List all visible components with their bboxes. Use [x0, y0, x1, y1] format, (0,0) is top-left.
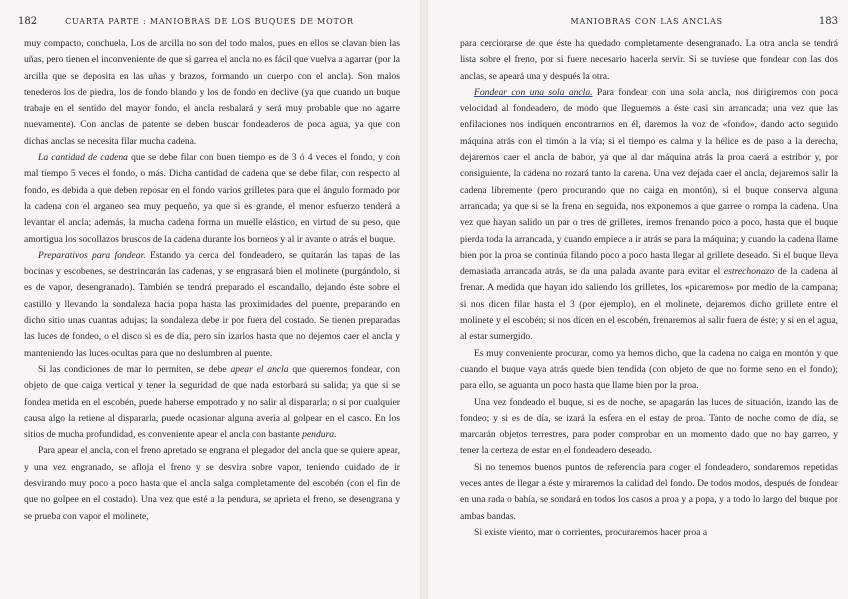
paragraph — [460, 346, 838, 395]
paragraph — [460, 85, 838, 346]
italic-run: Fondear con una sola ancla. — [474, 86, 593, 98]
paragraph — [460, 460, 838, 525]
text-run: Si no tenemos buenos puntos de referencia para coger el fondeadero, sondaremos repetidas veces antes de llegar a éste y miraremos la calidad del fondo. De todos modos, después de fondear en una rada o bahía, se sondará en todos los casos a proa y a popa, y a todo lo largo del buque por ambas bandas. — [460, 461, 838, 522]
paragraph — [460, 395, 838, 460]
text-run: Si existe viento, mar o corrientes, procuraremos hacer proa a — [474, 526, 708, 538]
text-run: Si las condiciones de mar lo permiten, se debe — [38, 363, 231, 375]
left-running-head-title: CUARTA PARTE : MANIOBRAS DE LOS BUQUES DE MOTOR — [65, 17, 354, 26]
right-page-number: 183 — [818, 16, 838, 27]
text-run: muy compacto, conchuela. Los de arcilla no son del todo malos, pues en ellos se clavan bien las uñas, pero tienen el inconveniente de que si garrea el ancla no es fácil que vuelva a agarrar (por la arcilla que se deposita en las uñas y brazos, formando un cuerpo con el ancla). Son malos tenederos los de piedra, los de fondo blando y los de fondo en declive (ya que cuando un buque trabaje en el sentido del mayor fondo, el ancla resbalará y será muy probable que no agarre nuevamente). Con anclas de patente se deben buscar fondeaderos de poca agua, ya que con dichas anclas se necesita filar mucha cadena. — [24, 38, 400, 147]
paragraph — [24, 150, 400, 248]
text-run: Para fondear con una sola ancla, nos dirigiremos con poca velocidad al fondeadero, de modo que lleguemos a éste casi sin arrancada; una vez que las enfilaciones nos indiquen encontrarnos en él, daremos la voz de «fondo», dando acto seguido máquina atrás con el timón a la vía; si el tiempo es calma y la hélice es de paso a la derecha, dejaremos caer el ancla de babor, ya que al dar máquina atrás la proa caerá a estribor y, por consiguiente, la cadena no rozará tanto la carena. Una vez dejada caer el ancla, dejaremos salir la cadena libremente (pero procurando que no caiga en montón), si el buque conserva alguna arrancada; ya que si se la frena en seguida, nos exponemos a que garree o rompa la cadena. Una vez que hayan salido un par o tres de grilletes, iremos frenando poco a poco, hasta que el buque pierda toda la arrancada, y cuando empiece a ir atrás se para la máquina; y cuando la cadena llame bien por la proa se continúa filando poco a poco hasta llegar al grillete deseado. Si el buque lleva demasiada arrancada atrás, se da una palada avante para evitar el — [460, 86, 838, 278]
left-running-header — [18, 16, 403, 30]
left-page-number: 182 — [18, 16, 38, 27]
italic-run: Preparativos para fondear. — [38, 249, 146, 261]
right-running-head-title: MANIOBRAS CON LAS ANCLAS — [570, 17, 723, 26]
text-run: Para apear el ancla, con el freno apretado se engrana el plegador del ancla que se quiere apear, y una vez engranado, se afloja el freno y se desvira sobre vapor, teniendo cuidado de ir desvirando muy poco a poco hasta que el ancla salga completamente del escobén (con el fin de que no golpee en el costado). Una vez que esté a la pendura, se aprieta el freno, se desengrana y se prueba con vapor el molinete, — [24, 445, 400, 522]
right-page — [428, 0, 848, 599]
paragraph — [24, 362, 400, 443]
italic-run: pendura. — [302, 429, 337, 441]
text-run: de la cadena al frenar. A medida que hayan ido saliendo los grilletes, los «picaremos» por medio de la campana; si nos dicen filar hasta el 3 (por ejemplo), en el molinete, dejaremos dicho grillete entre el molinete y el escobén; si nos dicen en el escobén, frenaremos al salir fuera de éste; y si en el agua, al estar sumergido. — [460, 266, 838, 343]
left-page — [0, 0, 420, 599]
book-gutter — [420, 0, 428, 599]
paragraph — [460, 36, 838, 85]
left-body-text — [24, 36, 400, 525]
text-run: que se debe filar con buen tiempo es de 3 ó 4 veces el fondo, y con mal tiempo 5 veces el fondo, o más. Dicha cantidad de cadena que se debe filar, con respecto al fondo, es debida a que deben reposar en el fondo varios grilletes para que el ángulo formado por la cadena con el arganeo sea muy pequeño, ya que si es grande, el menor esfuerzo tenderá a levantar el ancla; además, la mucha cadena forma un muelle elástico, en virtud de su peso, que amortigua los socollazos bruscos de la cadena durante los borneos y al ir avante o atrás el buque. — [24, 152, 400, 245]
italic-run: apear el ancla — [230, 363, 289, 375]
text-run: Es muy conveniente procurar, como ya hemos dicho, que la cadena no caiga en montón y que cuando el buque vaya atrás quede bien tendida (con objeto de que no forme seno en el fondo); para ello, se aguanta un poco hasta que llame bien por la proa. — [460, 347, 838, 392]
paragraph — [24, 36, 400, 150]
paragraph — [24, 248, 400, 362]
italic-run: La cantidad de cadena — [38, 152, 128, 164]
right-body-text — [460, 36, 838, 541]
paragraph — [460, 525, 838, 541]
text-run: Una vez fondeado el buque, si es de noche, se apagarán las luces de situación, izando las de fondeo; y si es de día, se izará la esfera en el estay de proa. Tanto de noche como de día, se marcarán objetos terrestres, para poder comprobar en un momento dado que no hay garreo, y tener la certeza de estar en el fondeadero deseado. — [460, 396, 838, 457]
text-run: que queremos fondear, con objeto de que caiga vertical y tener la seguridad de que nada estorbará su salida; ya que si se fondea metida en el escobén, puede haberse empotrado y no salir al dispararla; o si por cualquier causa algo la retiene al dispararla, puede ocasionar alguna avería al golpear en el casco. En los sitios de mucha profundidad, es conveniente apear el ancla con bastante — [24, 363, 400, 441]
paragraph — [24, 443, 400, 524]
italic-run: estrechonazo — [723, 266, 775, 278]
text-run: para cerciorarse de que éste ha quedado completamente desengranado. La otra ancla se tendrá lista sobre el freno, por si fuere necesario hacerla servir. Si se tuviese que fondear con las dos anclas, se apeará una y después la otra. — [460, 38, 838, 82]
text-run: Estando ya cerca del fondeadero, se quitarán las tapas de las bocinas y escobenes, se destrincarán las cadenas, y se engrasará bien el molinete (purgándolo, si es de vapor, desengranado). También se tendrá preparado el escandallo, dejando éste sobre el castillo y llevando la sondaleza hacia popa hasta las proximidades del puente, preparando en dicho sitio unas cuantas adujas; la sondaleza debe ir por fuera del costado. Se tienen preparadas las luces de fondeo, o el disco si es de día, pero sin izarlos hasta que no dejemos caer el ancla y manteniendo las luces ocultas para que no deslumbren al puente. — [24, 249, 400, 359]
right-running-header — [460, 16, 838, 30]
